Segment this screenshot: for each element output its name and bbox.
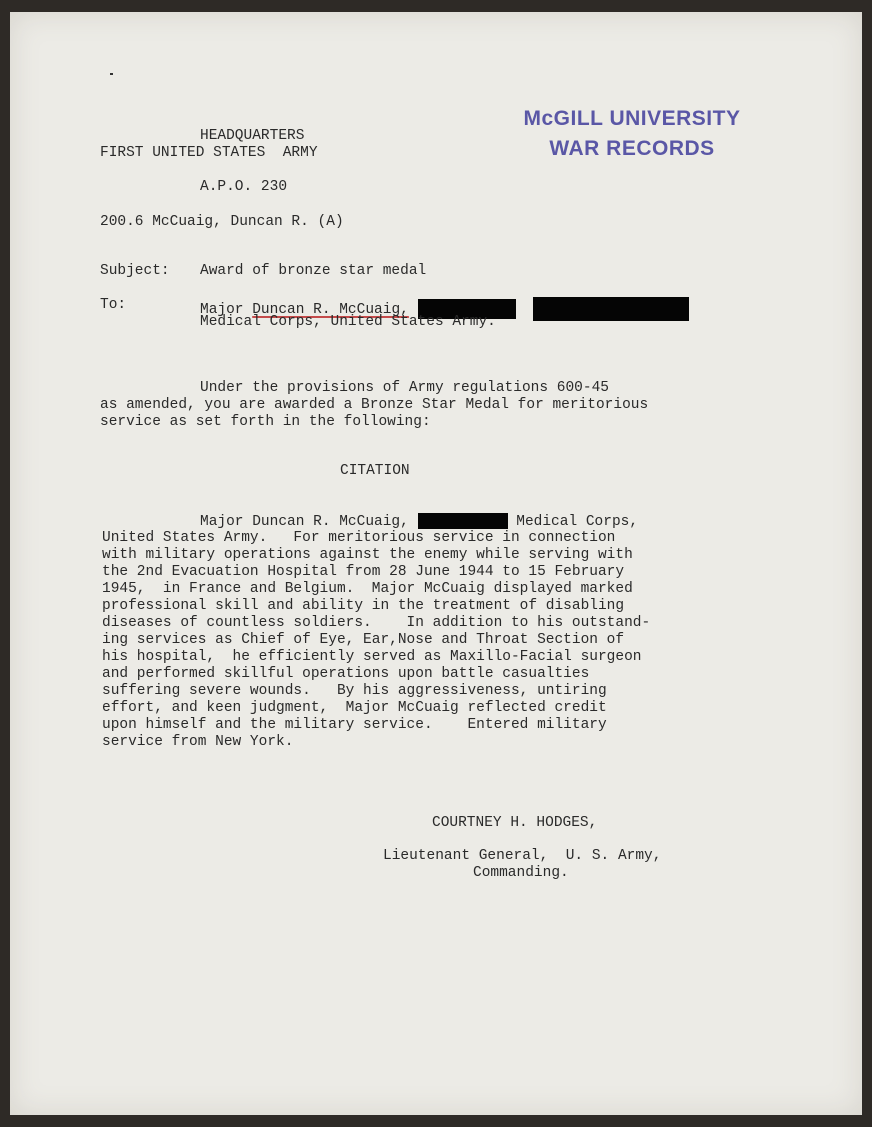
to-label: To: xyxy=(100,297,127,313)
header-hq: HEADQUARTERS xyxy=(200,128,305,144)
signatory-rank: Lieutenant General, U. S. Army, xyxy=(383,848,662,864)
citation-line: suffering severe wounds. By his aggressiveness, untiring xyxy=(102,683,607,699)
stamp-line-2: WAR RECORDS xyxy=(549,137,715,160)
citation-line-first xyxy=(200,513,638,531)
redaction-box xyxy=(418,513,508,529)
subject-text: Award of bronze star medal xyxy=(200,263,427,279)
header-army: FIRST UNITED STATES ARMY xyxy=(100,145,318,161)
citation-line: 1945, in France and Belgium. Major McCuaig displayed marked xyxy=(102,581,633,597)
citation-corps: Medical Corps, xyxy=(507,513,639,530)
header-apo: A.P.O. 230 xyxy=(200,179,288,195)
ink-mark xyxy=(110,73,113,75)
citation-line: diseases of countless soldiers. In addition to his outstand- xyxy=(102,615,651,631)
citation-line: with military operations against the enemy while serving with xyxy=(102,547,633,563)
file-reference: 200.6 McCuaig, Duncan R. (A) xyxy=(100,214,344,230)
archive-stamp xyxy=(502,104,762,164)
subject-label: Subject: xyxy=(100,263,170,279)
signatory-name: COURTNEY H. HODGES, xyxy=(432,815,598,831)
citation-recipient: Major Duncan R. McCuaig, xyxy=(200,513,409,530)
stamp-line-1: McGILL UNIVERSITY xyxy=(523,107,741,130)
citation-line: his hospital, he efficiently served as Maxillo-Facial surgeon xyxy=(102,649,642,665)
citation-line: effort, and keen judgment, Major McCuaig reflected credit xyxy=(102,700,607,716)
citation-line: United States Army. For meritorious service in connection xyxy=(102,530,616,546)
citation-heading: CITATION xyxy=(340,463,410,479)
citation-line: and performed skillful operations upon battle casualties xyxy=(102,666,590,682)
citation-line: service from New York. xyxy=(102,734,294,750)
document-page xyxy=(10,12,862,1115)
to-line-2: Medical Corps, United States Army. xyxy=(200,314,496,330)
intro-line-1: Under the provisions of Army regulations 600-45 xyxy=(200,380,609,396)
citation-line: professional skill and ability in the treatment of disabling xyxy=(102,598,625,614)
signatory-role: Commanding. xyxy=(473,865,569,881)
citation-line: the 2nd Evacuation Hospital from 28 June 1944 to 15 February xyxy=(102,564,625,580)
redaction-box xyxy=(533,297,689,321)
recipient-name: Duncan R. McCuaig, xyxy=(252,301,409,318)
intro-line-3: service as set forth in the following: xyxy=(100,414,431,430)
to-rank: Major xyxy=(200,301,253,318)
citation-line: ing services as Chief of Eye, Ear,Nose and Throat Section of xyxy=(102,632,625,648)
citation-line: upon himself and the military service. Entered military xyxy=(102,717,607,733)
intro-line-2: as amended, you are awarded a Bronze Star Medal for meritorious xyxy=(100,397,649,413)
